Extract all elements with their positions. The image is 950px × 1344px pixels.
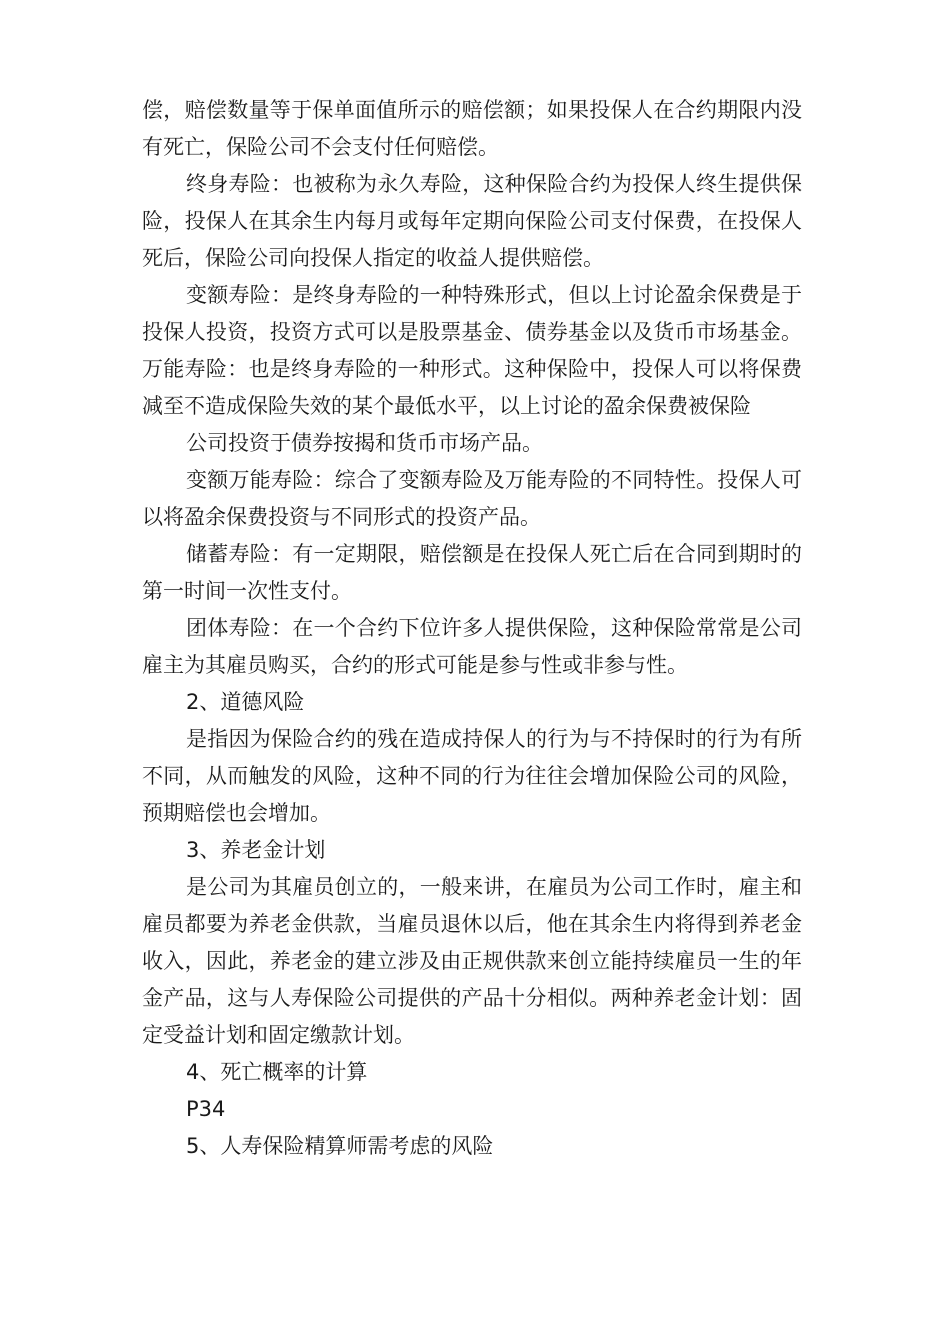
paragraph-pension-plan: 是公司为其雇员创立的，一般来讲，在雇员为公司工作时，雇主和雇员都要为养老金供款，当雇员退休以后，他在其余生内将得到养老金收入，因此，养老金的建立涉及由正规供款来创立能持续雇员一生的年金产品，这与人寿保险公司提供的产品十分相似。两种养老金计划：固定受益计划和固定缴款计划。	[142, 875, 802, 1047]
heading-moral-hazard: 2、道德风险	[186, 690, 305, 714]
paragraph-endowment-life: 储蓄寿险：有一定期限，赔偿额是在投保人死亡后在合同到期时的第一时间一次性支付。	[142, 542, 802, 603]
heading-actuary-risks: 5、人寿保险精算师需考虑的风险	[186, 1134, 494, 1158]
heading-mortality-calculation: 4、死亡概率的计算	[186, 1060, 368, 1084]
paragraph-whole-life: 终身寿险：也被称为永久寿险，这种保险合约为投保人终生提供保险，投保人在其余生内每月或每年定期向保险公司支付保费，在投保人死后，保险公司向投保人指定的收益人提供赔偿。	[142, 172, 802, 270]
document-body	[142, 92, 802, 1165]
paragraph-group-life: 团体寿险：在一个合约下位许多人提供保险，这种保险常常是公司雇主为其雇员购买，合约的形式可能是参与性或非参与性。	[142, 616, 802, 677]
paragraph-moral-hazard: 是指因为保险合约的残在造成持保人的行为与不持保时的行为有所不同，从而触发的风险，这种不同的行为往往会增加保险公司的风险，预期赔偿也会增加。	[142, 727, 802, 825]
paragraph-variable-life-cont: 公司投资于债券按揭和货币市场产品。	[186, 431, 543, 455]
paragraph-variable-life: 变额寿险：是终身寿险的一种特殊形式，但以上讨论盈余保费是于投保人投资，投资方式可以是股票基金、债券基金以及货币市场基金。万能寿险：也是终身寿险的一种形式。这种保险中，投保人可以将保费减至不造成保险失效的某个最低水平，以上讨论的盈余保费被保险	[142, 283, 802, 418]
page-reference: P34	[186, 1097, 226, 1121]
paragraph-variable-universal-life: 变额万能寿险：综合了变额寿险及万能寿险的不同特性。投保人可以将盈余保费投资与不同形式的投资产品。	[142, 468, 802, 529]
paragraph-continuation: 偿，赔偿数量等于保单面值所示的赔偿额；如果投保人在合约期限内没有死亡，保险公司不会支付任何赔偿。	[142, 98, 802, 159]
heading-pension-plan: 3、养老金计划	[186, 838, 326, 862]
